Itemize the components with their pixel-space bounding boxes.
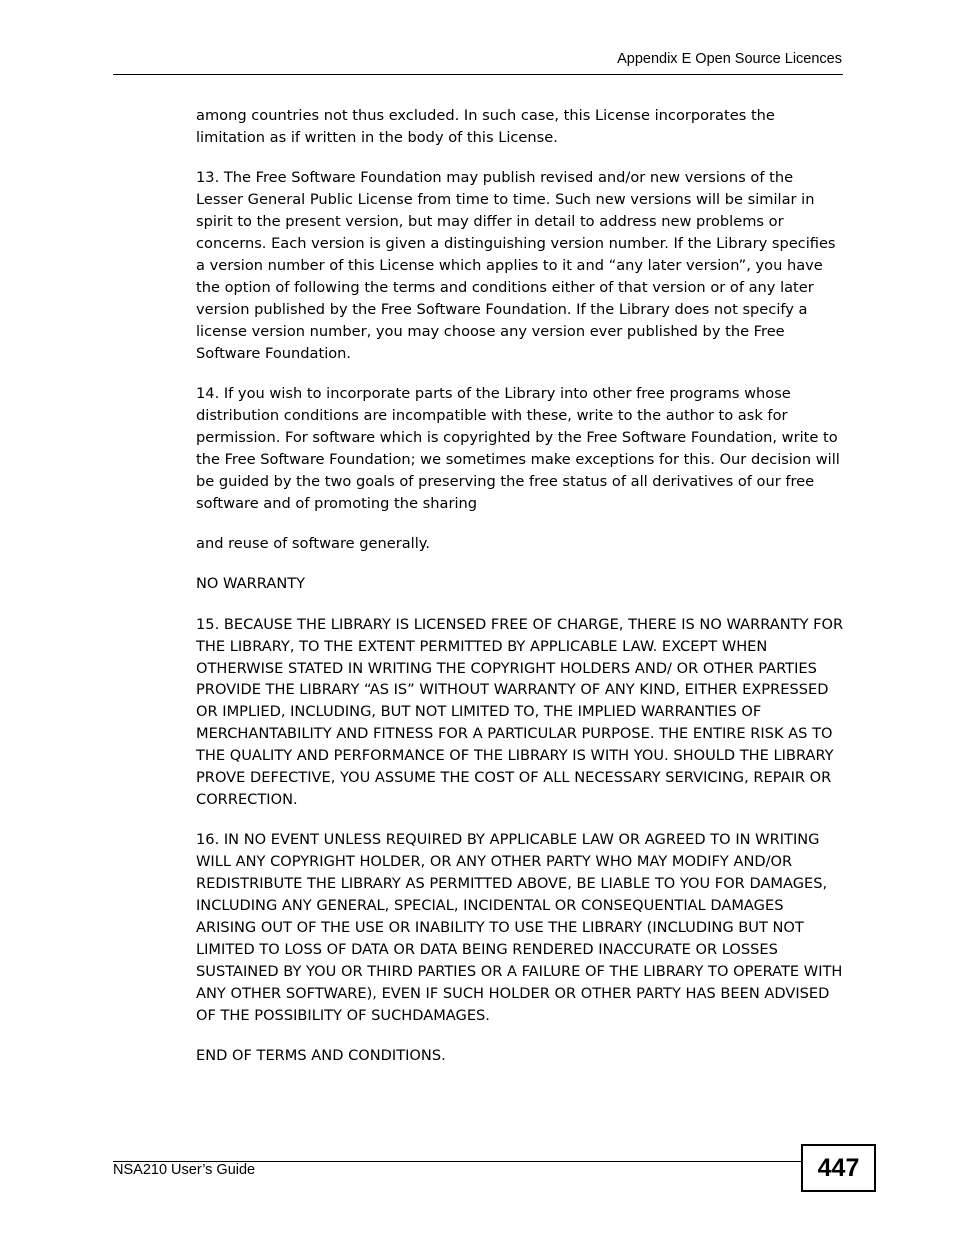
paragraph-section-14: 14. If you wish to incorporate parts of the Library into other free programs whose distribution conditions are incompatible with these, write to the author to ask for permission. For software which is copyrighted by the Free Software Foundation, write to the Free Software Foundation; we sometimes make exceptions for this. Our decision will be guided by the two goals of preserving the free status of all derivatives of our free software and of promoting the sharing — [196, 384, 840, 512]
heading-no-warranty: NO WARRANTY — [196, 575, 306, 593]
paragraph-section-16: 16. IN NO EVENT UNLESS REQUIRED BY APPLICABLE LAW OR AGREED TO IN WRITING WILL ANY COPYRIGHT HOLDER, OR ANY OTHER PARTY WHO MAY MODIFY AND/OR REDISTRIBUTE THE LIBRARY AS PERMITTED ABOVE, BE LIABLE TO YOU FOR DAMAGES, INCLUDING ANY GENERAL, SPECIAL, INCIDENTAL OR CONSEQUENTIAL DAMAGES ARISING OUT OF THE USE OR INABILITY TO USE THE LIBRARY (INCLUDING BUT NOT LIMITED TO LOSS OF DATA OR DATA BEING RENDERED INACCURATE OR LOSSES SUSTAINED BY YOU OR THIRD PARTIES OR A FAILURE OF THE LIBRARY TO OPERATE WITH ANY OTHER SOFTWARE), EVEN IF SUCH HOLDER OR OTHER PARTY HAS BEEN ADVISED OF THE POSSIBILITY OF SUCHDAMAGES. — [196, 831, 843, 1024]
page-number: 447 — [817, 1153, 860, 1182]
paragraph-reuse: and reuse of software generally. — [196, 534, 430, 552]
paragraph-continuation: among countries not thus excluded. In such case, this License incorporates the limitation as if written in the body of this License. — [196, 107, 775, 146]
document-body — [196, 105, 844, 1085]
paragraph-section-13: 13. The Free Software Foundation may publish revised and/or new versions of the Lesser General Public License from time to time. Such new versions will be similar in spirit to the present version, but may differ in detail to address new problems or concerns. Each version is given a distinguishing version number. If the Library specifies a version number of this License which applies to it and “any later version”, you have the option of following the terms and conditions either of that version or of any later version published by the Free Software Foundation. If the Library does not specify a license version number, you may choose any version ever published by the Free Software Foundation. — [196, 169, 836, 362]
paragraph-section-15: 15. BECAUSE THE LIBRARY IS LICENSED FREE OF CHARGE, THERE IS NO WARRANTY FOR THE LIBRARY, TO THE EXTENT PERMITTED BY APPLICABLE LAW. EXCEPT WHEN OTHERWISE STATED IN WRITING THE COPYRIGHT HOLDERS AND/ OR OTHER PARTIES PROVIDE THE LIBRARY “AS IS” WITHOUT WARRANTY OF ANY KIND, EITHER EXPRESSED OR IMPLIED, INCLUDING, BUT NOT LIMITED TO, THE IMPLIED WARRANTIES OF MERCHANTABILITY AND FITNESS FOR A PARTICULAR PURPOSE. THE ENTIRE RISK AS TO THE QUALITY AND PERFORMANCE OF THE LIBRARY IS WITH YOU. SHOULD THE LIBRARY PROVE DEFECTIVE, YOU ASSUME THE COST OF ALL NECESSARY SERVICING, REPAIR OR CORRECTION. — [196, 615, 844, 808]
page-number-box — [801, 1144, 876, 1192]
header-rule — [113, 74, 843, 75]
paragraph-end-of-terms: END OF TERMS AND CONDITIONS. — [196, 1047, 446, 1065]
footer-guide-title: NSA210 User’s Guide — [113, 1162, 256, 1178]
header-section-title: Appendix E Open Source Licences — [617, 51, 842, 67]
